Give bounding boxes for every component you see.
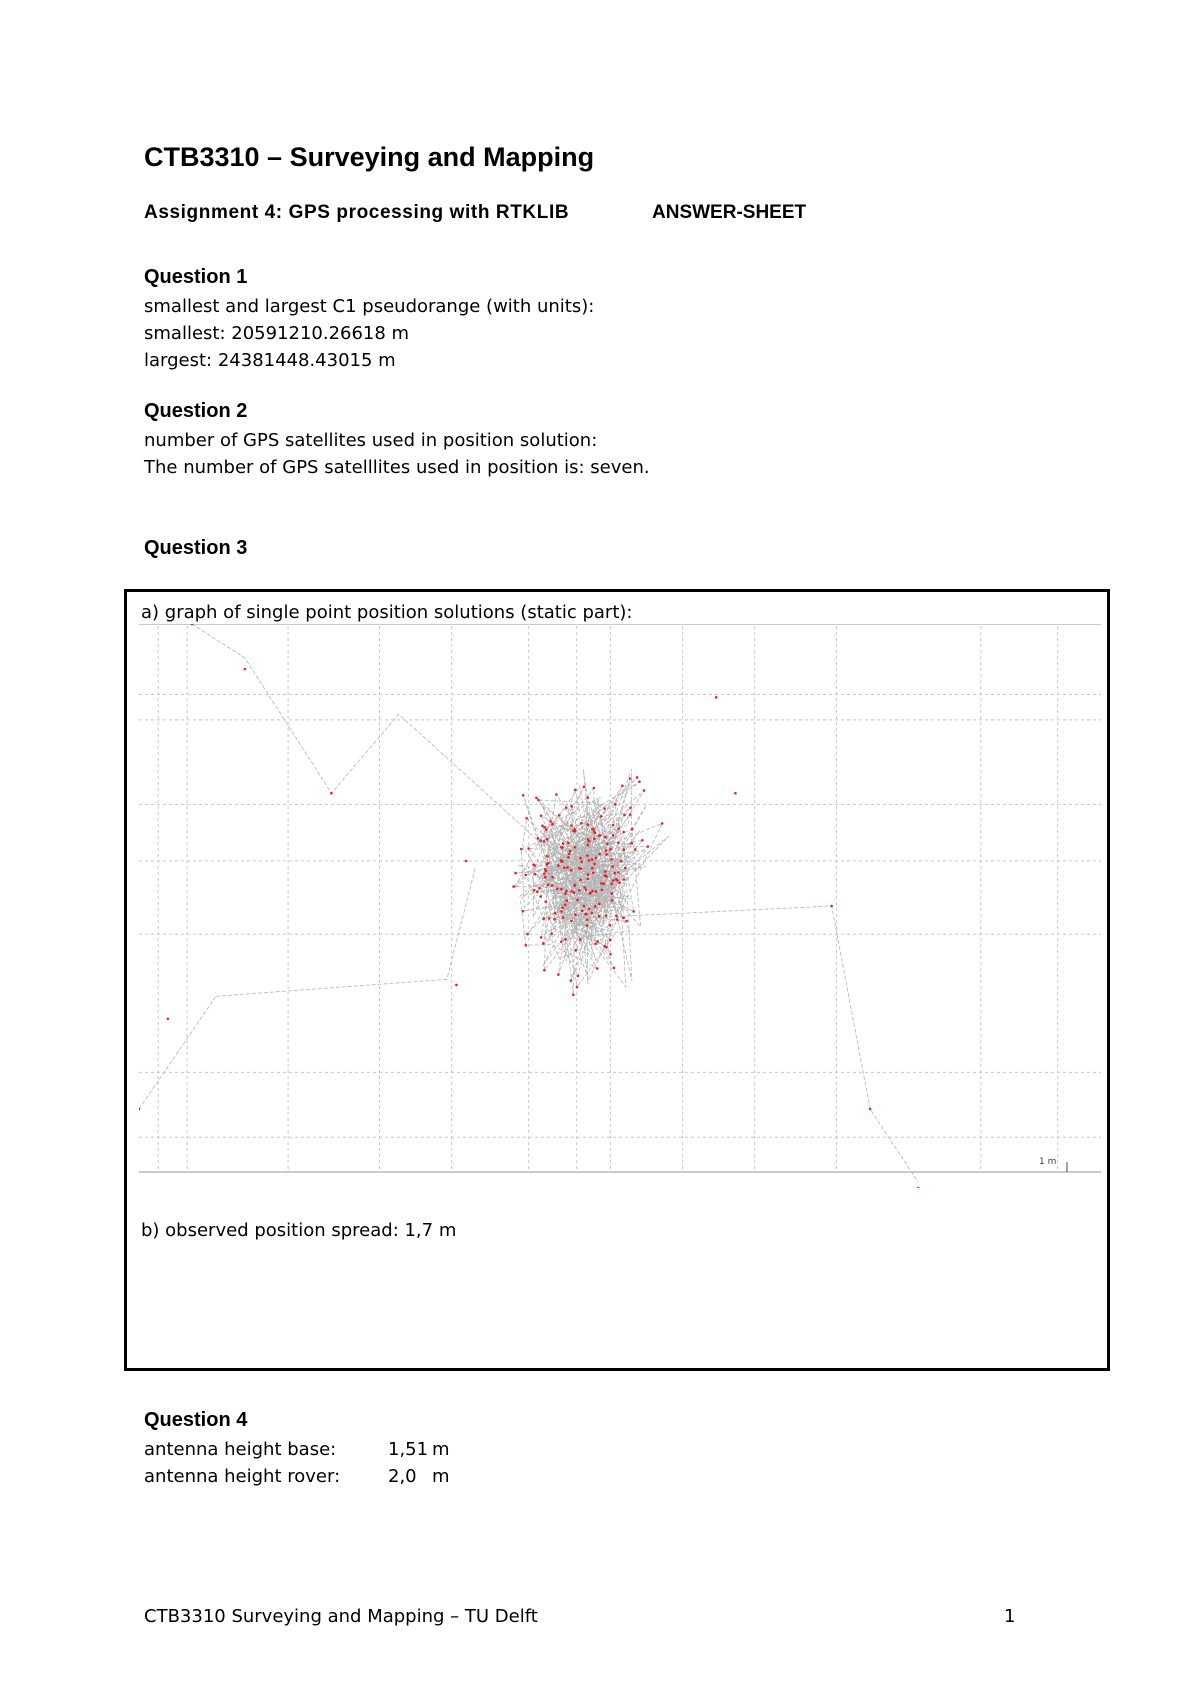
course-title: CTB3310 – Surveying and Mapping [144,142,595,172]
position-point [593,863,596,866]
position-point [566,866,569,869]
answer-sheet-label: ANSWER-SHEET [652,202,807,223]
position-point [585,889,588,892]
position-point [570,920,573,923]
position-point [591,890,594,893]
position-point [562,842,565,845]
position-point [557,973,560,976]
position-point [576,986,579,989]
question-1-heading: Question 1 [144,266,248,288]
antenna-height-rover-unit: m [432,1466,450,1487]
position-point [572,994,575,997]
position-point [573,884,576,887]
position-point [592,872,595,875]
position-point [593,838,596,841]
position-point [617,827,620,830]
position-point [546,838,549,841]
position-point [574,789,577,792]
assignment-subtitle [144,202,807,224]
position-point [550,932,553,935]
position-point [600,815,603,818]
position-point [580,867,583,870]
position-point [543,872,546,875]
position-point [583,786,586,789]
track-outlier-segment-2 [139,996,216,1109]
position-point [598,853,601,856]
outlier-point [167,1018,170,1021]
position-point [520,848,523,851]
position-point [586,924,589,927]
position-point [593,787,596,790]
position-point [535,797,538,800]
question-2-heading: Question 2 [144,400,248,422]
position-point [611,899,614,902]
question-1-smallest: smallest: 20591210.26618 m [144,323,410,344]
position-point [595,890,598,893]
question-2-answer: The number of GPS satelllites used in position is: seven. [144,457,650,478]
position-point [605,849,608,852]
position-point [540,936,543,939]
position-point [596,940,599,943]
position-point [576,899,579,902]
position-point [539,895,542,898]
position-point [527,847,530,850]
position-point [565,890,568,893]
position-point [551,884,554,887]
position-point [616,879,619,882]
position-point [617,871,620,874]
position-point [564,904,567,907]
position-point [587,873,590,876]
position-point [536,890,539,893]
position-point [569,850,572,853]
position-point [560,846,563,849]
position-point [647,845,650,848]
position-point [533,889,536,892]
position-point [532,863,535,866]
position-point [641,839,644,842]
position-point [570,869,573,872]
page-number: 1 [1004,1606,1016,1627]
position-point [540,815,543,818]
position-track [139,624,918,1182]
position-point [522,910,525,913]
outlier-point [734,792,737,795]
position-point [570,890,573,893]
position-point [612,834,615,837]
position-point [617,842,620,845]
position-point [592,828,595,831]
outlier-point [869,1108,872,1111]
position-point [524,874,527,877]
position-point [610,883,613,886]
position-point [594,943,597,946]
position-point [636,776,639,779]
position-point [643,789,646,792]
position-point [574,846,577,849]
position-point [598,903,601,906]
position-point [584,913,587,916]
position-point [561,906,564,909]
position-point [538,887,541,890]
position-point [543,969,546,972]
position-point [565,806,568,809]
position-point [543,840,546,843]
position-point [598,915,601,918]
position-point [594,905,597,908]
outlier-point [455,984,458,987]
position-point [580,822,583,825]
position-point [603,945,606,948]
position-scatter-plot [139,624,1101,1188]
outlier-point [917,1187,920,1188]
position-point [560,910,563,913]
position-point [604,874,607,877]
position-point [612,824,615,827]
position-point [544,901,547,904]
position-point [623,848,626,851]
position-point [555,793,558,796]
position-point [611,892,614,895]
position-point [546,855,549,858]
position-point [570,979,573,982]
position-point [525,817,528,820]
position-point [591,867,594,870]
position-point [600,882,603,885]
position-point [614,803,617,806]
position-point [553,918,556,921]
position-point [587,796,590,799]
question-1-prompt: smallest and largest C1 pseudorange (with units): [144,296,595,317]
position-point [623,814,626,817]
position-point [622,917,625,920]
position-point [629,813,632,816]
position-point [544,876,547,879]
position-point [604,836,607,839]
position-point [624,867,627,870]
position-point [612,879,615,882]
position-point [632,910,635,913]
page-footer: CTB3310 Surveying and Mapping – TU Delft [144,1606,538,1627]
position-point [557,864,560,867]
outlier-point [715,696,718,699]
position-point [579,938,582,941]
position-point [551,823,554,826]
position-point [631,828,634,831]
position-point [568,852,571,855]
position-point [567,856,570,859]
graph-label: a) graph of single point position solutions (static part): [141,602,633,623]
antenna-height-base-unit: m [432,1439,450,1460]
position-point [541,825,544,828]
position-point [548,917,551,920]
antenna-height-rover-row [144,1466,450,1487]
position-point [546,863,549,866]
position-point [586,854,589,857]
position-point [574,913,577,916]
position-point [575,949,578,952]
track-outlier-segment-1 [216,867,476,997]
position-point [630,842,633,845]
position-point [578,889,581,892]
position-point [609,848,612,851]
position-point [554,912,557,915]
position-point [638,780,641,783]
position-point [512,885,515,888]
position-point [622,831,625,834]
position-point [589,892,592,895]
position-point [525,944,528,947]
position-point [549,820,552,823]
position-point [556,888,559,891]
antenna-height-base-row [144,1439,450,1460]
position-point [539,839,542,842]
position-point [543,826,546,829]
question-3-answer-box [124,589,1110,1371]
position-point [547,883,550,886]
outlier-point [330,792,333,795]
position-point [567,841,570,844]
position-point [615,915,618,918]
outlier-point [830,905,833,908]
position-point [588,840,591,843]
antenna-height-base-value: 1,51 [388,1439,429,1460]
position-point [621,785,624,788]
position-point [623,878,626,881]
position-point [560,941,563,944]
position-point [613,967,616,970]
position-point [587,844,590,847]
position-point [545,828,548,831]
position-point [609,953,612,956]
question-3-heading: Question 3 [144,537,248,559]
position-point [591,858,594,861]
position-point [542,917,545,920]
position-point [598,834,601,837]
position-point [583,905,586,908]
position-point [579,857,582,860]
position-point [587,878,590,881]
scale-label: 1 m [1039,1157,1057,1167]
antenna-height-rover-value: 2,0 [388,1466,417,1487]
position-point [618,882,621,885]
position-point [583,886,586,889]
position-spread: b) observed position spread: 1,7 m [141,1220,457,1241]
position-point [534,873,537,876]
position-point [564,892,567,895]
position-point [562,916,565,919]
position-point [629,807,632,810]
position-point [604,870,607,873]
position-point [661,822,664,825]
position-point [620,860,623,863]
antenna-height-base-label: antenna height base: [144,1439,337,1460]
position-point [629,777,632,780]
position-point [586,919,589,922]
question-2-prompt: number of GPS satellites used in position solution: [144,430,598,451]
position-point [603,883,606,886]
position-point [577,975,580,978]
position-points [139,624,920,1188]
position-point [573,828,576,831]
position-point [565,899,568,902]
outlier-point [465,860,468,863]
position-point [579,879,582,882]
position-point [537,799,540,802]
position-point [603,807,606,810]
position-point [625,920,628,923]
position-point [614,872,617,875]
track-path [192,624,918,1182]
position-point [609,924,612,927]
position-point [526,933,529,936]
position-point [609,939,612,942]
position-point [544,868,547,871]
position-point [537,837,540,840]
position-point [561,860,564,863]
outlier-point [191,624,194,625]
assignment-title: Assignment 4: GPS processing with RTKLIB [144,202,570,223]
position-point [558,814,561,817]
position-point [590,912,593,915]
position-point [594,832,597,835]
position-point [551,876,554,879]
position-point [616,918,619,921]
position-point [588,859,591,862]
antenna-height-rover-label: antenna height rover: [144,1466,341,1487]
position-point [606,843,609,846]
position-point [587,824,590,827]
position-point [634,848,637,851]
position-point [514,872,517,875]
position-point [581,860,584,863]
outlier-point [244,668,247,671]
position-point [581,910,584,913]
position-point [522,794,525,797]
position-point [564,938,567,941]
position-point [570,824,573,827]
position-point [588,908,591,911]
position-point [542,942,545,945]
position-point [563,866,566,869]
position-point [601,889,604,892]
question-4-heading: Question 4 [144,1409,248,1431]
position-point [611,865,614,868]
position-point [610,858,613,861]
position-point [605,914,608,917]
position-point [596,967,599,970]
position-point [573,891,576,894]
position-point [595,857,598,860]
position-point [605,853,608,856]
question-1-largest: largest: 24381448.43015 m [144,350,396,371]
position-point [560,888,563,891]
position-point [570,805,573,808]
